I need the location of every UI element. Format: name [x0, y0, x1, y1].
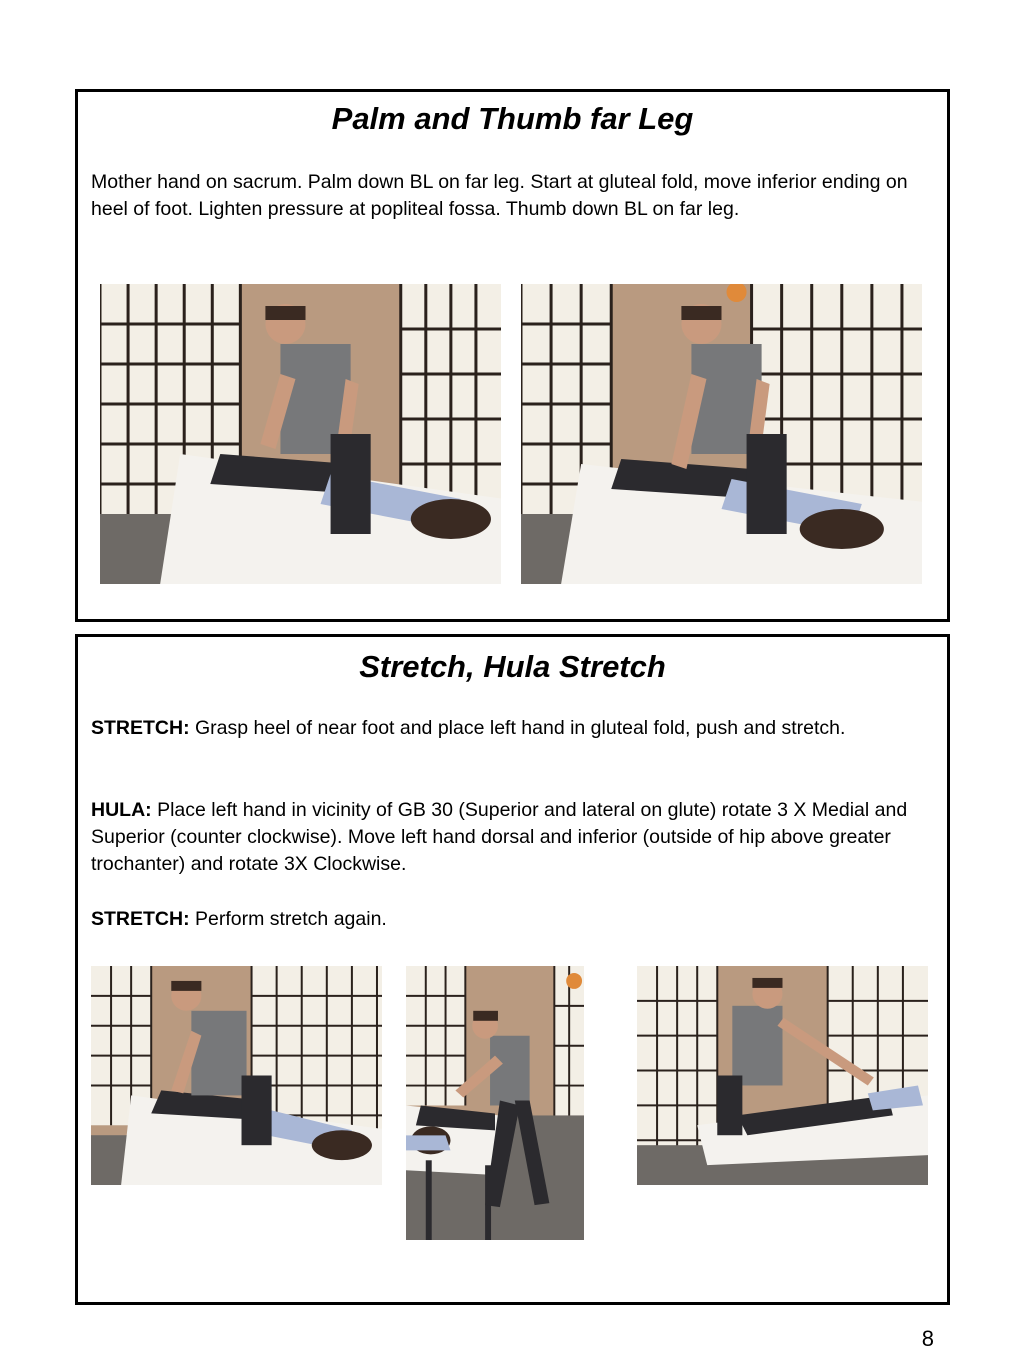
instruction-text: Mother hand on sacrum. Palm down BL on far leg. Start at gluteal fold, move inferior ending on heel of foot. Lighten pressure at popliteal fossa. Thumb down BL on far leg. [91, 171, 908, 220]
stretch-again-text: Perform stretch again. [189, 908, 387, 930]
stretch-instruction [91, 715, 933, 742]
technique-panel-stretch-hula [75, 634, 950, 1305]
photo-hula-rotation [406, 966, 584, 1240]
hula-text: Place left hand in vicinity of GB 30 (Superior and lateral on glute) rotate 3 X Medial and Superior (counter clockwise). Move left hand dorsal and inferior (outside of hip above greater trochanter) and rotate 3X Clockwise. [91, 799, 908, 875]
hula-instruction [91, 797, 933, 878]
photo-stretch-heel-and-glute [91, 966, 382, 1185]
hula-label: HULA: [91, 799, 152, 821]
page-number: 8 [921, 1326, 934, 1351]
technique-panel-palm-thumb [75, 89, 950, 622]
section-title: Stretch, Hula Stretch [359, 649, 666, 684]
stretch-again-instruction [91, 906, 933, 933]
photo-stretch-again [637, 966, 928, 1185]
stretch-text: Grasp heel of near foot and place left hand in gluteal fold, push and stretch. [189, 717, 846, 739]
section-title: Palm and Thumb far Leg [331, 101, 694, 136]
stretch-label: STRETCH: [91, 717, 190, 739]
stretch-again-label: STRETCH: [91, 908, 190, 930]
photo-palm-on-back [100, 284, 501, 584]
photo-thumb-on-leg [521, 284, 922, 584]
